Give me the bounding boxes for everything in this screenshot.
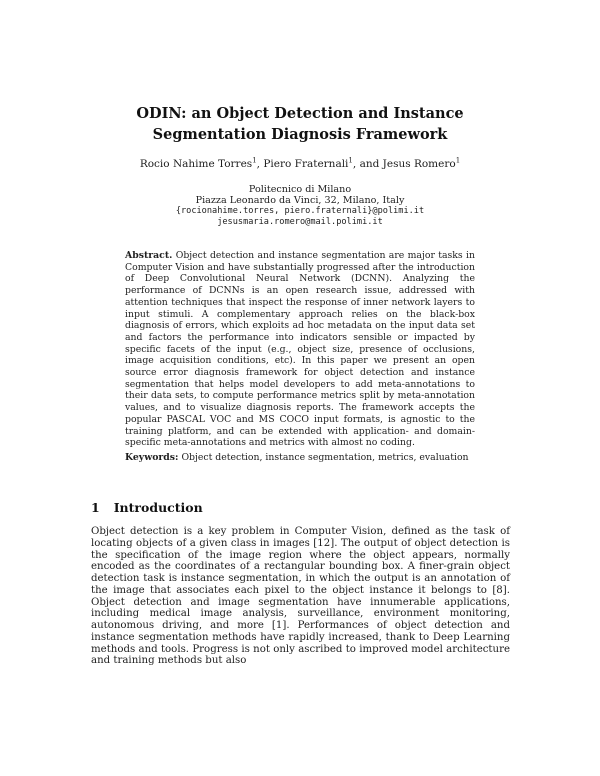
author-affiliation-mark: 1 [348,156,353,165]
introduction-paragraph: Object detection is a key problem in Computer Vision, defined as the task of locating objects of a given class in images [12]. The output of object detection is the specification of the image region where the object appears, normally encoded as the coordinates of a rectangular bounding box. A finer-grain object detection task is instance segmentation, in which the output is an annotation of the image that associates each pixel to the object instance it belongs to [8]. Object detection and image segmentation have innumerable applications, including medical image analysis, surveillance, environment monitoring, autonomous driving, and more [1]. Performances of object detection and instance segmentation methods have rapidly increased, thank to Deep Learning methods and tools. Progress is not only ascribed to improved model architecture and training methods but also [91,526,510,667]
author-line [0,158,600,170]
author-emails-group: {rocionahime.torres, piero.fraternali}@polimi.it [175,206,425,216]
author-affiliation-mark: 1 [252,156,257,165]
abstract [125,250,475,449]
abstract-label: Abstract. [125,250,173,261]
keywords-label: Keywords: [125,452,179,463]
author-email-single: jesusmaria.romero@mail.polimi.it [217,217,383,227]
section-title: Introduction [113,500,203,515]
affiliation-block [0,184,600,228]
author-separator: , [256,158,264,170]
abstract-text: Object detection and instance segmentation are major tasks in Computer Vision and have substantially progressed after the introduction of Deep Convolutional Neural Network (DCNN). Analyzing the performance of DCNNs is an open research issue, addressed with attention techniques that inspect the response of inner network layers to input stimuli. A complementary approach relies on the black-box diagnosis of errors, which exploits ad hoc metadata on the input data set and factors the performance into indicators sensible or impacted by specific facets of the input (e.g., object size, presence of occlusions, image acquisition conditions, etc). In this paper we present an open source error diagnosis framework for object detection and instance segmentation that helps model developers to add meta-annotations to their data sets, to compute performance metrics split by meta-annotation values, and to visualize diagnosis reports. The framework accepts the popular PASCAL VOC and MS COCO input formats, is agnostic to the training platform, and can be extended with application- and domain-specific meta-annotations and metrics with almost no coding. [125,250,475,449]
paper-title-line2: Segmentation Diagnosis Framework [152,126,448,143]
author-name: Piero Fraternali [263,158,349,170]
affiliation-address: Piazza Leonardo da Vinci, 32, Milano, Italy [195,195,405,206]
author-affiliation-mark: 1 [455,156,461,165]
keywords [125,452,475,464]
author-name: Rocio Nahime Torres [139,158,253,170]
paper-title-line1: ODIN: an Object Detection and Instance [136,105,464,122]
keywords-text: Object detection, instance segmentation, metrics, evaluation [181,452,469,463]
author-separator: , and [352,158,383,170]
affiliation-institution: Politecnico di Milano [248,184,352,195]
author-name: Jesus Romero [382,158,456,170]
section-heading-introduction [91,500,510,515]
section-number: 1 [91,500,100,515]
paper-title [0,103,600,145]
